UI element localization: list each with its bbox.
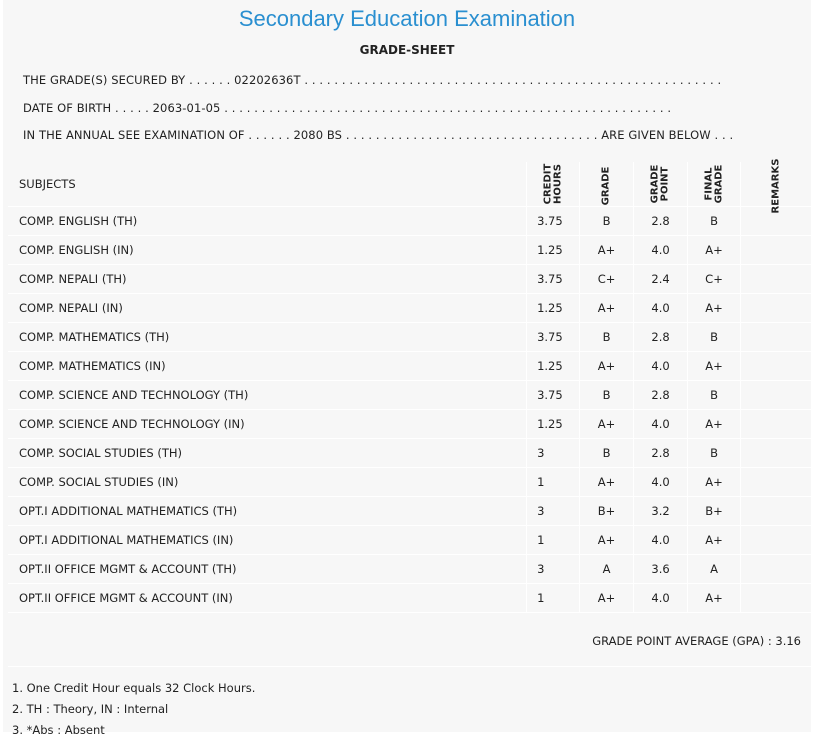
remarks-cell [741,497,813,526]
final-grade-cell: B+ [688,497,741,526]
credit-hours-cell: 1 [527,584,580,613]
table-row [8,207,813,236]
table-row [8,555,813,584]
subject-cell: COMP. SCIENCE AND TECHNOLOGY (IN) [8,410,527,439]
final-grade-cell: B [688,207,741,236]
remarks-cell [741,323,813,352]
grades-table-body [8,207,813,613]
final-grade-cell: A+ [688,584,741,613]
grade-cell: A+ [580,294,634,323]
credit-hours-cell: 3.75 [527,265,580,294]
grade-point-cell: 4.0 [634,236,688,265]
grade-point-cell: 4.0 [634,294,688,323]
table-row [8,381,813,410]
date-of-birth-line: DATE OF BIRTH . . . . . 2063-01-05 . . . . . . . . . . . . . . . . . . . . . . . . . . . . . . . . . . . . . . . . . . . . . . . . . . . . . . . . . . . . [23,101,672,115]
subject-cell: COMP. ENGLISH (TH) [8,207,527,236]
final-grade-cell: B [688,439,741,468]
grade-point-cell: 4.0 [634,352,688,381]
table-row [8,352,813,381]
final-grade-cell: A+ [688,410,741,439]
credit-hours-cell: 3 [527,439,580,468]
divider [8,666,813,667]
table-row [8,584,813,613]
grade-cell: B [580,207,634,236]
grade-cell: B+ [580,497,634,526]
grade-point-cell: 4.0 [634,584,688,613]
grade-header [580,162,634,207]
credit-hours-header-line2: HOURS [552,164,564,204]
grade-point-header [634,162,688,207]
remarks-header [741,158,813,214]
subject-cell: COMP. NEPALI (TH) [8,265,527,294]
grade-point-cell: 2.4 [634,265,688,294]
sheet-subtitle: GRADE-SHEET [359,43,455,57]
grades-table-container [8,158,813,613]
remarks-cell [741,555,813,584]
credit-hours-cell: 3.75 [527,323,580,352]
final-grade-header-line2: GRADE [713,164,724,204]
subject-cell: COMP. MATHEMATICS (TH) [8,323,527,352]
table-row [8,497,813,526]
final-grade-cell: A+ [688,236,741,265]
remarks-cell [741,526,813,555]
grade-cell: A+ [580,584,634,613]
remarks-cell [741,352,813,381]
final-grade-cell: A [688,555,741,584]
subject-cell: OPT.II OFFICE MGMT & ACCOUNT (IN) [8,584,527,613]
credit-hours-cell: 1 [527,468,580,497]
grade-point-cell: 4.0 [634,410,688,439]
footnote-item: 2. TH : Theory, IN : Internal [12,702,169,716]
footnote-item: 1. One Credit Hour equals 32 Clock Hours. [12,681,256,695]
remarks-cell [741,236,813,265]
grade-cell: B [580,323,634,352]
subject-cell: OPT.I ADDITIONAL MATHEMATICS (IN) [8,526,527,555]
grade-point-cell: 2.8 [634,439,688,468]
grade-point-cell: 2.8 [634,381,688,410]
subject-cell: COMP. NEPALI (IN) [8,294,527,323]
table-row [8,236,813,265]
credit-hours-cell: 3 [527,497,580,526]
final-grade-cell: A+ [688,468,741,497]
grade-point-cell: 3.2 [634,497,688,526]
grade-point-cell: 2.8 [634,323,688,352]
remarks-header-label: REMARKS [770,158,782,214]
final-grade-cell: C+ [688,265,741,294]
subject-cell: COMP. ENGLISH (IN) [8,236,527,265]
grade-cell: B [580,439,634,468]
final-grade-cell: B [688,381,741,410]
credit-hours-cell: 1.25 [527,410,580,439]
grade-cell: A+ [580,468,634,497]
footnote-item: 3. *Abs : Absent [12,723,105,737]
grade-sheet [3,0,811,737]
grade-cell: A+ [580,236,634,265]
gpa-summary: GRADE POINT AVERAGE (GPA) : 3.16 [592,634,801,648]
final-grade-header-line1: FINAL [703,167,714,201]
exam-title: Secondary Education Examination [238,6,576,31]
subject-cell: OPT.II OFFICE MGMT & ACCOUNT (TH) [8,555,527,584]
final-grade-cell: A+ [688,352,741,381]
grade-cell: C+ [580,265,634,294]
table-row [8,265,813,294]
footnotes [12,680,255,743]
final-grade-header [688,162,741,207]
grade-header-label: GRADE [600,166,612,206]
table-header-row [8,162,813,207]
subjects-header: SUBJECTS [8,162,527,207]
grade-point-header-line2: POINT [659,166,671,202]
grade-point-cell: 3.6 [634,555,688,584]
grades-table [8,158,813,613]
table-row [8,323,813,352]
final-grade-cell: A+ [688,526,741,555]
grade-cell: A+ [580,352,634,381]
remarks-cell [741,439,813,468]
credit-hours-header [527,162,580,207]
remarks-cell [741,265,813,294]
final-grade-cell: A+ [688,294,741,323]
table-row [8,526,813,555]
grade-point-cell: 4.0 [634,468,688,497]
exam-year-line: IN THE ANNUAL SEE EXAMINATION OF . . . . . . 2080 BS . . . . . . . . . . . . . . . . . . . . . . . . . . . . . . . . . . ARE GIVEN BELOW . . . [23,128,734,142]
table-row [8,410,813,439]
grade-point-header-line1: GRADE [649,164,661,204]
credit-hours-header-line1: CREDIT [542,163,554,205]
credit-hours-cell: 3 [527,555,580,584]
credit-hours-cell: 3.75 [527,381,580,410]
symbol-number-line: THE GRADE(S) SECURED BY . . . . . . 02202636T . . . . . . . . . . . . . . . . . . . . . . . . . . . . . . . . . . . . . . . . . . . . . . . . . . . . . . . . [23,73,722,87]
remarks-cell [741,294,813,323]
grade-cell: A+ [580,410,634,439]
final-grade-cell: B [688,323,741,352]
grade-cell: A+ [580,526,634,555]
grade-point-cell: 2.8 [634,207,688,236]
subject-cell: COMP. MATHEMATICS (IN) [8,352,527,381]
grade-cell: A [580,555,634,584]
subject-cell: COMP. SCIENCE AND TECHNOLOGY (TH) [8,381,527,410]
grade-point-cell: 4.0 [634,526,688,555]
remarks-cell [741,584,813,613]
subject-cell: OPT.I ADDITIONAL MATHEMATICS (TH) [8,497,527,526]
table-row [8,468,813,497]
credit-hours-cell: 1.25 [527,352,580,381]
table-row [8,294,813,323]
credit-hours-cell: 1 [527,526,580,555]
subject-cell: COMP. SOCIAL STUDIES (IN) [8,468,527,497]
remarks-cell [741,381,813,410]
subject-cell: COMP. SOCIAL STUDIES (TH) [8,439,527,468]
credit-hours-cell: 1.25 [527,294,580,323]
grade-cell: B [580,381,634,410]
credit-hours-cell: 1.25 [527,236,580,265]
credit-hours-cell: 3.75 [527,207,580,236]
table-row [8,439,813,468]
remarks-cell [741,410,813,439]
remarks-cell [741,468,813,497]
